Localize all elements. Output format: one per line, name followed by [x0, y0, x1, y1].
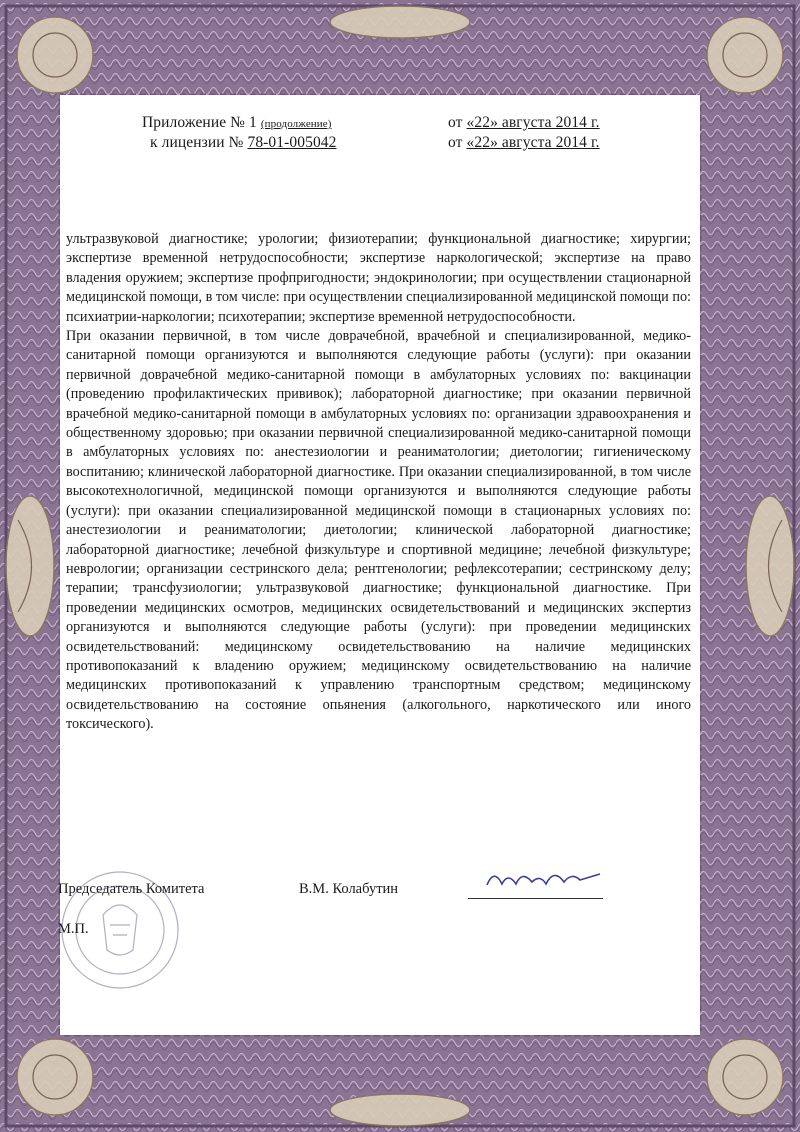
license-label: к лицензии № [150, 134, 244, 151]
continuation-note: (продолжение) [260, 118, 332, 130]
license-date: «22» августа 2014 г. [466, 134, 600, 151]
body-paragraph-2: При оказании первичной, в том числе доврачебной, врачебной и специализированной, медико-санитарной помощи организуются и выполняются следующие работы (услуги): при оказании первичной доврачебной медико-санитарной помощи в амбулаторных условиях по: вакцинации (проведению профилактических прививок); лабораторной диагностике; при оказании первичной врачебной медико-санитарной помощи в амбулаторных условиях по: организации здравоохранения и общественному здоровью; при оказании первичной специализированной медико-санитарной помощи в амбулаторных условиях по: анестезиологии и реаниматологии; диетологии; гигиеническому воспитанию; клинической лабораторной диагностике. При оказании специализированной, в том числе высокотехнологичной, медицинской помощи организуются и выполняются следующие работы (услуги): при оказании специализированной медицинской помощи в стационарных условиях по: анестезиологии и реаниматологии; диетологии; клинической лабораторной диагностике; лабораторной диагностике; лечебной физкультуре и спортивной медицине; лечебной физкультуре; неврологии; организации сестринского дела; рентгенологии; рефлексотерапии; сестринскому делу; терапии; трансфузиологии; ультразвуковой диагностике; функциональной диагностике. При проведении медицинских осмотров, медицинских освидетельствований и медицинских экспертиз организуются и выполняются следующие работы (услуги): при проведении медицинских освидетельствований: медицинскому освидетельствованию на наличие медицинских противопоказаний к владению оружием; медицинскому освидетельствованию на наличие медицинских противопоказаний к управлению транспортным средством; медицинскому освидетельствованию на состояние опьянения (алкогольного, наркотического или иного токсического). [66, 328, 691, 733]
from-label-1: от [448, 114, 463, 131]
license-number: 78-01-005042 [247, 134, 337, 151]
handwritten-signature [482, 860, 607, 900]
date-line-1 [448, 114, 600, 132]
license-body-text [66, 230, 691, 735]
seal-label: М.П. [58, 921, 89, 937]
license-line [150, 134, 337, 152]
signature-line [468, 898, 603, 899]
appendix-line [142, 114, 332, 132]
chairman-position: Председатель Комитета [58, 881, 205, 897]
date-line-2 [448, 134, 600, 152]
appendix-label: Приложение № [142, 114, 246, 131]
body-paragraph-1: ультразвуковой диагностике; урологии; физиотерапии; функциональной диагностике; хирургии; экспертизе временной нетрудоспособности; экспертизе наркологической; экспертизе на право владения оружием; экспертизе профпригодности; эндокринологии; при осуществлении стационарной медицинской помощи, в том числе: при осуществлении специализированной медицинской помощи по: психиатрии-наркологии; психотерапии; экспертизе временной нетрудоспособности. [66, 231, 691, 325]
appendix-number: 1 [249, 114, 257, 131]
from-label-2: от [448, 134, 463, 151]
chairman-name: В.М. Колабутин [299, 881, 399, 897]
appendix-date: «22» августа 2014 г. [466, 114, 600, 131]
